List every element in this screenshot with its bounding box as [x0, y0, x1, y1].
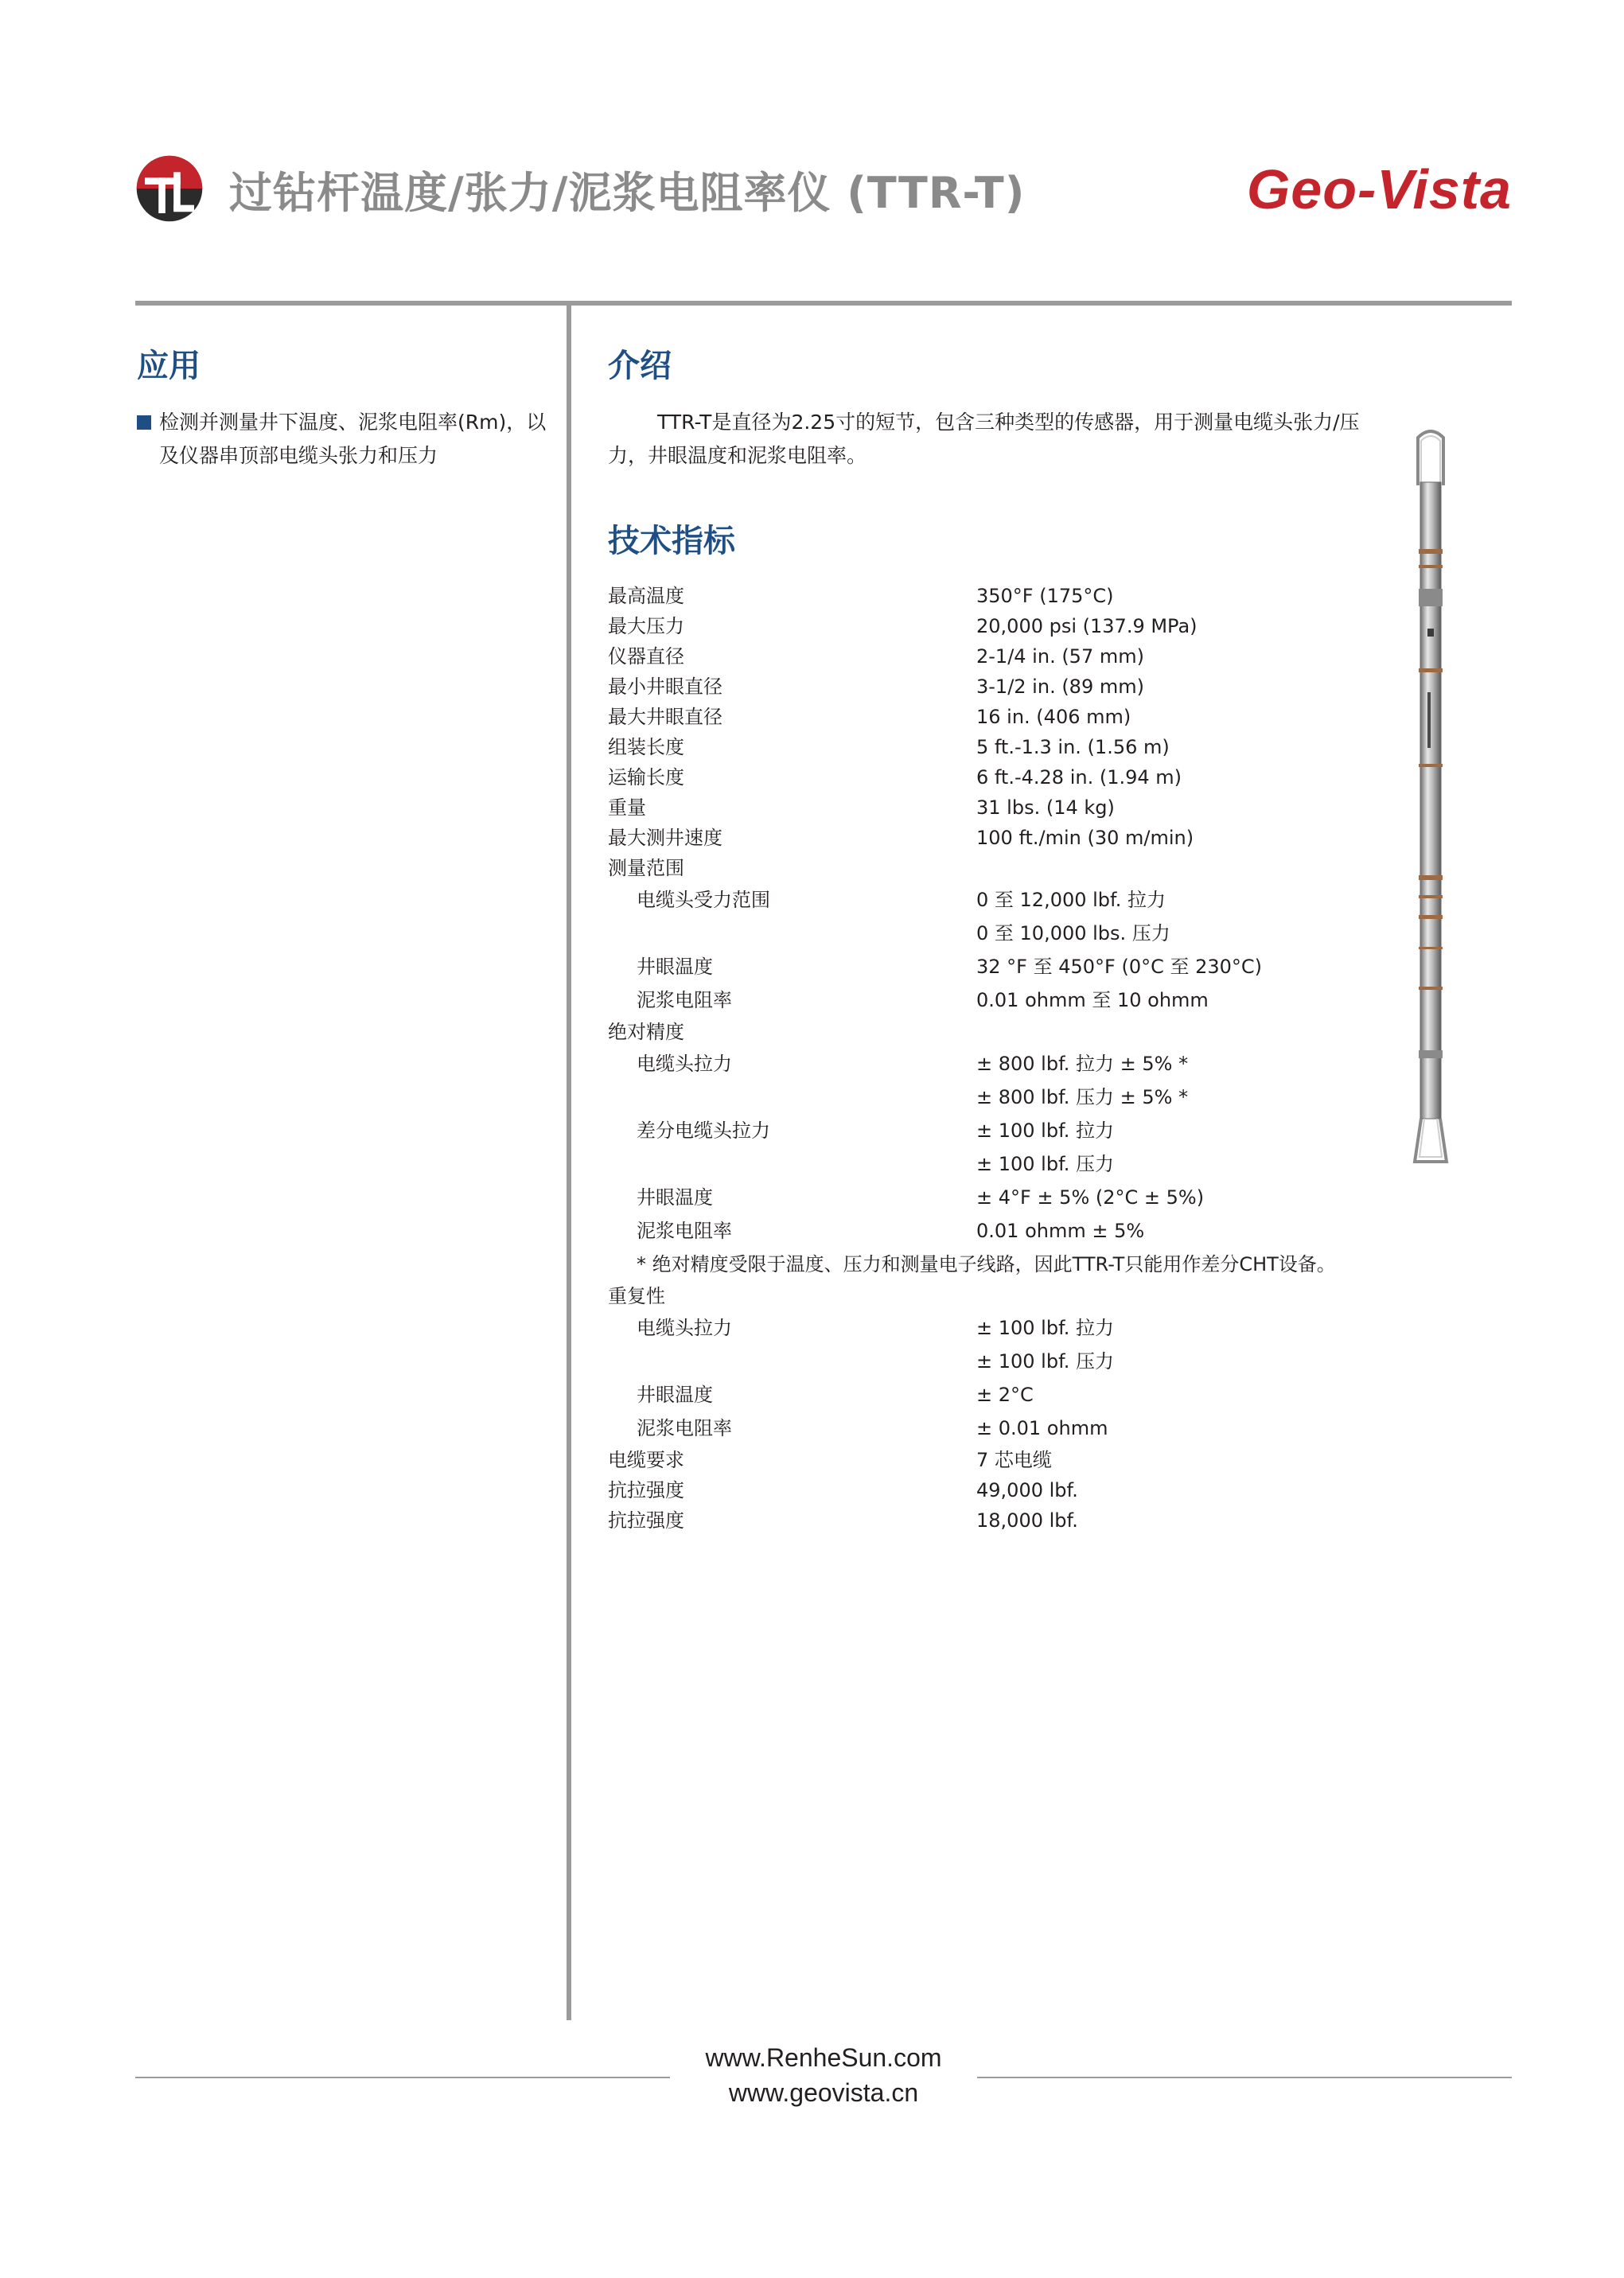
spec-row [608, 1047, 1412, 1081]
introduction-text: TTR-T是直径为2.25寸的短节，包含三种类型的传感器，用于测量电缆头张力/压力，井眼温度和泥浆电阻率。 [608, 411, 1360, 467]
spec-label: 测量范围 [608, 857, 684, 879]
spec-value: 20,000 psi (137.9 MPa) [976, 615, 1198, 637]
spec-row [608, 672, 1412, 702]
spec-label: 差分电缆头拉力 [637, 1120, 770, 1142]
spec-row [608, 853, 1412, 883]
spec-value: ± 4°F ± 5% (2°C ± 5%) [976, 1186, 1205, 1209]
ttr-t-tool-image [1407, 430, 1455, 1178]
spec-label: 电缆头受力范围 [637, 889, 770, 911]
spec-label: 井眼温度 [637, 1384, 713, 1406]
column-divider [567, 306, 571, 2020]
spec-row [608, 1311, 1412, 1345]
spec-value: ± 100 lbf. 压力 [976, 1153, 1115, 1175]
spec-footnote-text: * 绝对精度受限于温度、压力和测量电子线路，因此TTR-T只能用作差分CHT设备。 [637, 1253, 1336, 1275]
spec-value: 6 ft.-4.28 in. (1.94 m) [976, 766, 1182, 789]
spec-label: 抗拉强度 [608, 1479, 684, 1501]
spec-label: 仪器直径 [608, 645, 684, 668]
spec-label: 井眼温度 [637, 1186, 713, 1209]
spec-value: 0 至 10,000 lbs. 压力 [976, 922, 1170, 944]
brand-logo-text: Geo-Vista [1246, 158, 1512, 220]
spec-value: 100 ft./min (30 m/min) [976, 827, 1194, 849]
spec-value: ± 100 lbf. 压力 [976, 1350, 1115, 1373]
spec-value: 31 lbs. (14 kg) [976, 796, 1115, 819]
spec-value: 350°F (175°C) [976, 585, 1114, 607]
spec-row [608, 1081, 1412, 1114]
specifications-heading: 技术指标 [608, 523, 735, 559]
spec-row [608, 1445, 1412, 1475]
spec-label: 绝对精度 [608, 1021, 684, 1043]
spec-value: 18,000 lbf. [976, 1509, 1078, 1532]
spec-label: 重复性 [608, 1285, 665, 1307]
application-text: 检测并测量井下温度、泥浆电阻率(Rm)，以及仪器串顶部电缆头张力和压力 [159, 411, 547, 467]
application-list-item [137, 406, 565, 473]
spec-row [608, 1017, 1412, 1047]
spec-value: 3-1/2 in. (89 mm) [976, 676, 1144, 698]
spec-label: 最小井眼直径 [608, 676, 722, 698]
spec-value: ± 800 lbf. 拉力 ± 5% * [976, 1053, 1189, 1075]
spec-row [608, 762, 1412, 792]
spec-value: 32 °F 至 450°F (0°C 至 230°C) [976, 956, 1263, 978]
spec-row [608, 792, 1412, 823]
spec-label: 组装长度 [608, 736, 684, 758]
spec-value: 2-1/4 in. (57 mm) [976, 645, 1144, 668]
application-heading: 应用 [137, 348, 201, 384]
spec-label: 抗拉强度 [608, 1509, 684, 1532]
spec-value: ± 0.01 ohmm [976, 1417, 1108, 1439]
spec-row [608, 883, 1412, 917]
spec-value: ± 800 lbf. 压力 ± 5% * [976, 1086, 1189, 1108]
spec-label: 运输长度 [608, 766, 684, 789]
spec-row [608, 1505, 1412, 1536]
spec-label: 泥浆电阻率 [637, 1220, 732, 1242]
spec-row [608, 950, 1412, 983]
spec-row [608, 611, 1412, 641]
spec-label: 最高温度 [608, 585, 684, 607]
spec-row [608, 983, 1412, 1017]
spec-row [608, 732, 1412, 762]
spec-label: 井眼温度 [637, 956, 713, 978]
spec-label: 最大压力 [608, 615, 684, 637]
spec-row [608, 1475, 1412, 1505]
spec-value: ± 100 lbf. 拉力 [976, 1120, 1115, 1142]
footer-link-geovista[interactable]: www.geovista.cn [728, 2078, 919, 2107]
page-header [135, 151, 1512, 239]
specifications-table [608, 581, 1412, 1536]
spec-row [608, 1114, 1412, 1147]
spec-value: ± 2°C [976, 1384, 1034, 1406]
spec-row [608, 1181, 1412, 1214]
spec-row [608, 1345, 1412, 1378]
spec-value: 49,000 lbf. [976, 1479, 1078, 1501]
page-title: 过钻杆温度/张力/泥浆电阻率仪 (TTR-T) [229, 168, 1026, 218]
spec-label: 最大测井速度 [608, 827, 722, 849]
introduction-heading: 介绍 [608, 348, 672, 384]
spec-row [608, 1281, 1412, 1311]
spec-label: 电缆头拉力 [637, 1317, 732, 1339]
spec-row [608, 581, 1412, 611]
spec-value: 7 芯电缆 [976, 1449, 1052, 1471]
spec-value: 5 ft.-1.3 in. (1.56 m) [976, 736, 1170, 758]
spec-row [608, 702, 1412, 732]
spec-label: 重量 [608, 796, 646, 819]
company-logo-icon [135, 154, 204, 223]
spec-label: 泥浆电阻率 [637, 989, 732, 1011]
page-footer [135, 2039, 1512, 2118]
spec-label: 电缆头拉力 [637, 1053, 732, 1075]
spec-value: ± 100 lbf. 拉力 [976, 1317, 1115, 1339]
spec-row [608, 1412, 1412, 1445]
square-bullet-icon [137, 415, 151, 430]
spec-row [608, 1147, 1412, 1181]
spec-value: 0 至 12,000 lbf. 拉力 [976, 889, 1166, 911]
spec-row [608, 917, 1412, 950]
spec-label: 泥浆电阻率 [637, 1417, 732, 1439]
spec-value: 0.01 ohmm ± 5% [976, 1220, 1145, 1242]
spec-footnote [608, 1248, 1412, 1281]
spec-value: 0.01 ohmm 至 10 ohmm [976, 989, 1209, 1011]
spec-label: 最大井眼直径 [608, 706, 722, 728]
spec-value: 16 in. (406 mm) [976, 706, 1131, 728]
spec-row [608, 823, 1412, 853]
header-divider [135, 301, 1512, 306]
footer-link-renhesun[interactable]: www.RenheSun.com [705, 2043, 942, 2072]
spec-row [608, 1214, 1412, 1248]
spec-label: 电缆要求 [608, 1449, 684, 1471]
spec-row [608, 641, 1412, 672]
spec-row [608, 1378, 1412, 1412]
